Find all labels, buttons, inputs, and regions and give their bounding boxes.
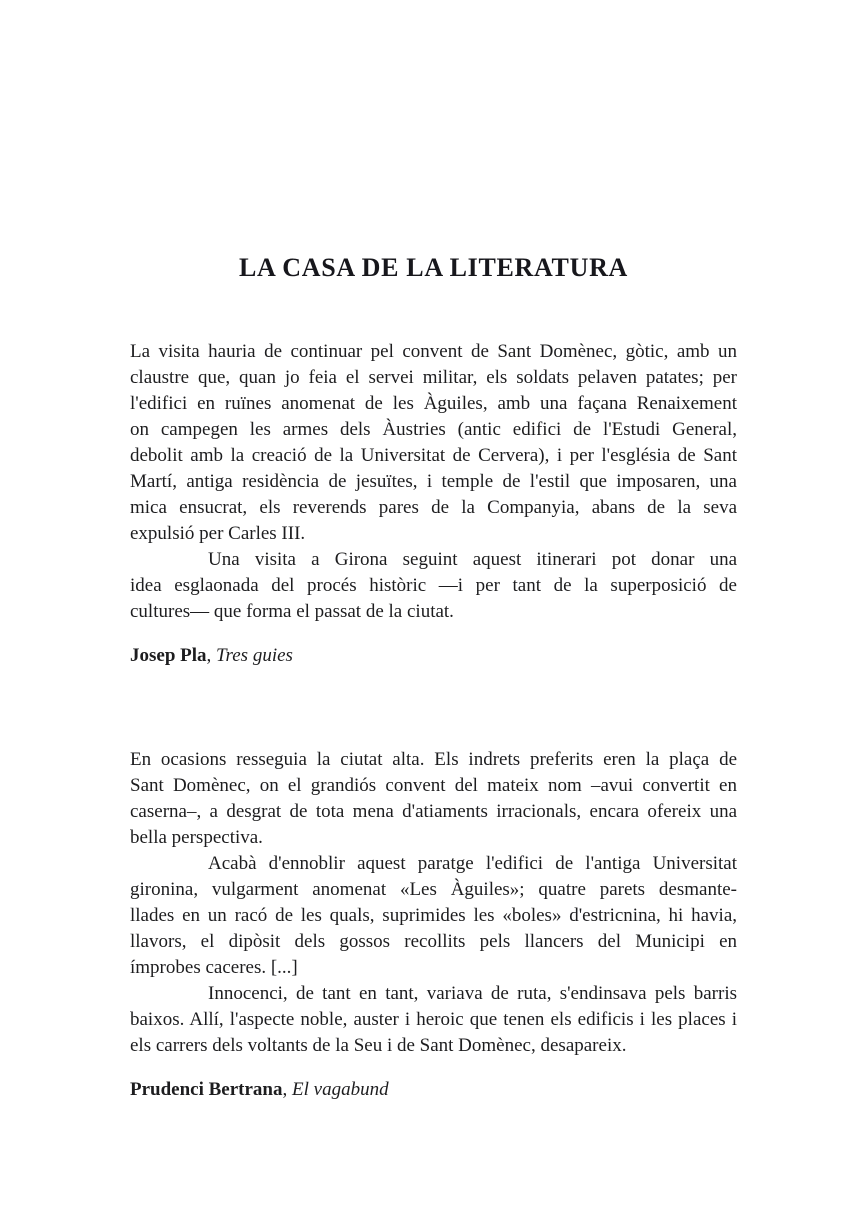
text-line: Acabà d'ennoblir aquest paratge l'edifici de l'antiga Universitat xyxy=(208,853,737,874)
quote-prudenci-bertrana xyxy=(130,747,737,1103)
author-name: Josep Pla xyxy=(130,645,207,666)
quote-prudenci-bertrana-text xyxy=(130,747,737,1059)
text-line: claustre que, quan jo feia el servei militar, els soldats pelaven patates; per xyxy=(130,367,737,388)
quote-paragraph xyxy=(130,747,737,851)
text-line: gironina, vulgarment anomenat «Les Àguiles»; quatre parets desmante- xyxy=(130,879,737,900)
attribution-josep-pla xyxy=(130,643,737,669)
text-line: Martí, antiga residència de jesuïtes, i temple de l'estil que imposaren, una xyxy=(130,471,737,492)
text-line: caserna–, a desgrat de tota mena d'atiaments irracionals, encara ofereix una xyxy=(130,801,737,822)
text-line: Innocenci, de tant en tant, variava de ruta, s'endinsava pels barris xyxy=(208,983,737,1004)
text-line: Una visita a Girona seguint aquest itinerari pot donar una xyxy=(208,549,737,570)
quote-josep-pla xyxy=(130,339,737,669)
text-line: Sant Domènec, on el grandiós convent del mateix nom –avui convertit en xyxy=(130,775,737,796)
text-line: expulsió per Carles III. xyxy=(130,523,306,544)
work-title: Tres guies xyxy=(216,645,293,666)
text-line: llavors, el dipòsit dels gossos recollits pels llancers del Municipi en xyxy=(130,931,737,952)
quote-paragraph xyxy=(130,547,737,625)
text-line: cultures— que forma el passat de la ciutat. xyxy=(130,601,454,622)
attribution-separator: , xyxy=(206,645,217,666)
text-line: on campegen les armes dels Àustries (antic edifici de l'Estudi General, xyxy=(130,419,737,440)
text-line: baixos. Allí, l'aspecte noble, auster i heroic que tenen els edificis i les places i xyxy=(130,1009,737,1030)
text-line: l'edifici en ruïnes anomenat de les Àguiles, amb una façana Renaixement xyxy=(130,393,737,414)
text-line: debolit amb la creació de la Universitat de Cervera), i per l'església de Sant xyxy=(130,445,737,466)
attribution-separator: , xyxy=(282,1079,293,1100)
quote-paragraph xyxy=(130,981,737,1059)
attribution-prudenci-bertrana xyxy=(130,1077,737,1103)
work-title: El vagabund xyxy=(292,1079,389,1100)
author-name: Prudenci Bertrana xyxy=(130,1079,283,1100)
text-line: La visita hauria de continuar pel convent de Sant Domènec, gòtic, amb un xyxy=(130,341,737,362)
quote-paragraph xyxy=(130,339,737,547)
text-line: llades en un racó de les quals, suprimides les «boles» d'estricnina, hi havia, xyxy=(130,905,737,926)
text-line: ímprobes caceres. [...] xyxy=(130,957,298,978)
quote-paragraph xyxy=(130,851,737,981)
text-line: els carrers dels voltants de la Seu i de Sant Domènec, desapareix. xyxy=(130,1035,627,1056)
quote-josep-pla-text xyxy=(130,339,737,625)
text-line: En ocasions resseguia la ciutat alta. Els indrets preferits eren la plaça de xyxy=(130,749,737,770)
page-title: LA CASA DE LA LITERATURA xyxy=(238,253,629,282)
text-line: idea esglaonada del procés històric —i per tant de la superposició de xyxy=(130,575,737,596)
text-line: bella perspectiva. xyxy=(130,827,263,848)
text-line: mica ensucrat, els reverends pares de la Companyia, abans de la seva xyxy=(130,497,737,518)
